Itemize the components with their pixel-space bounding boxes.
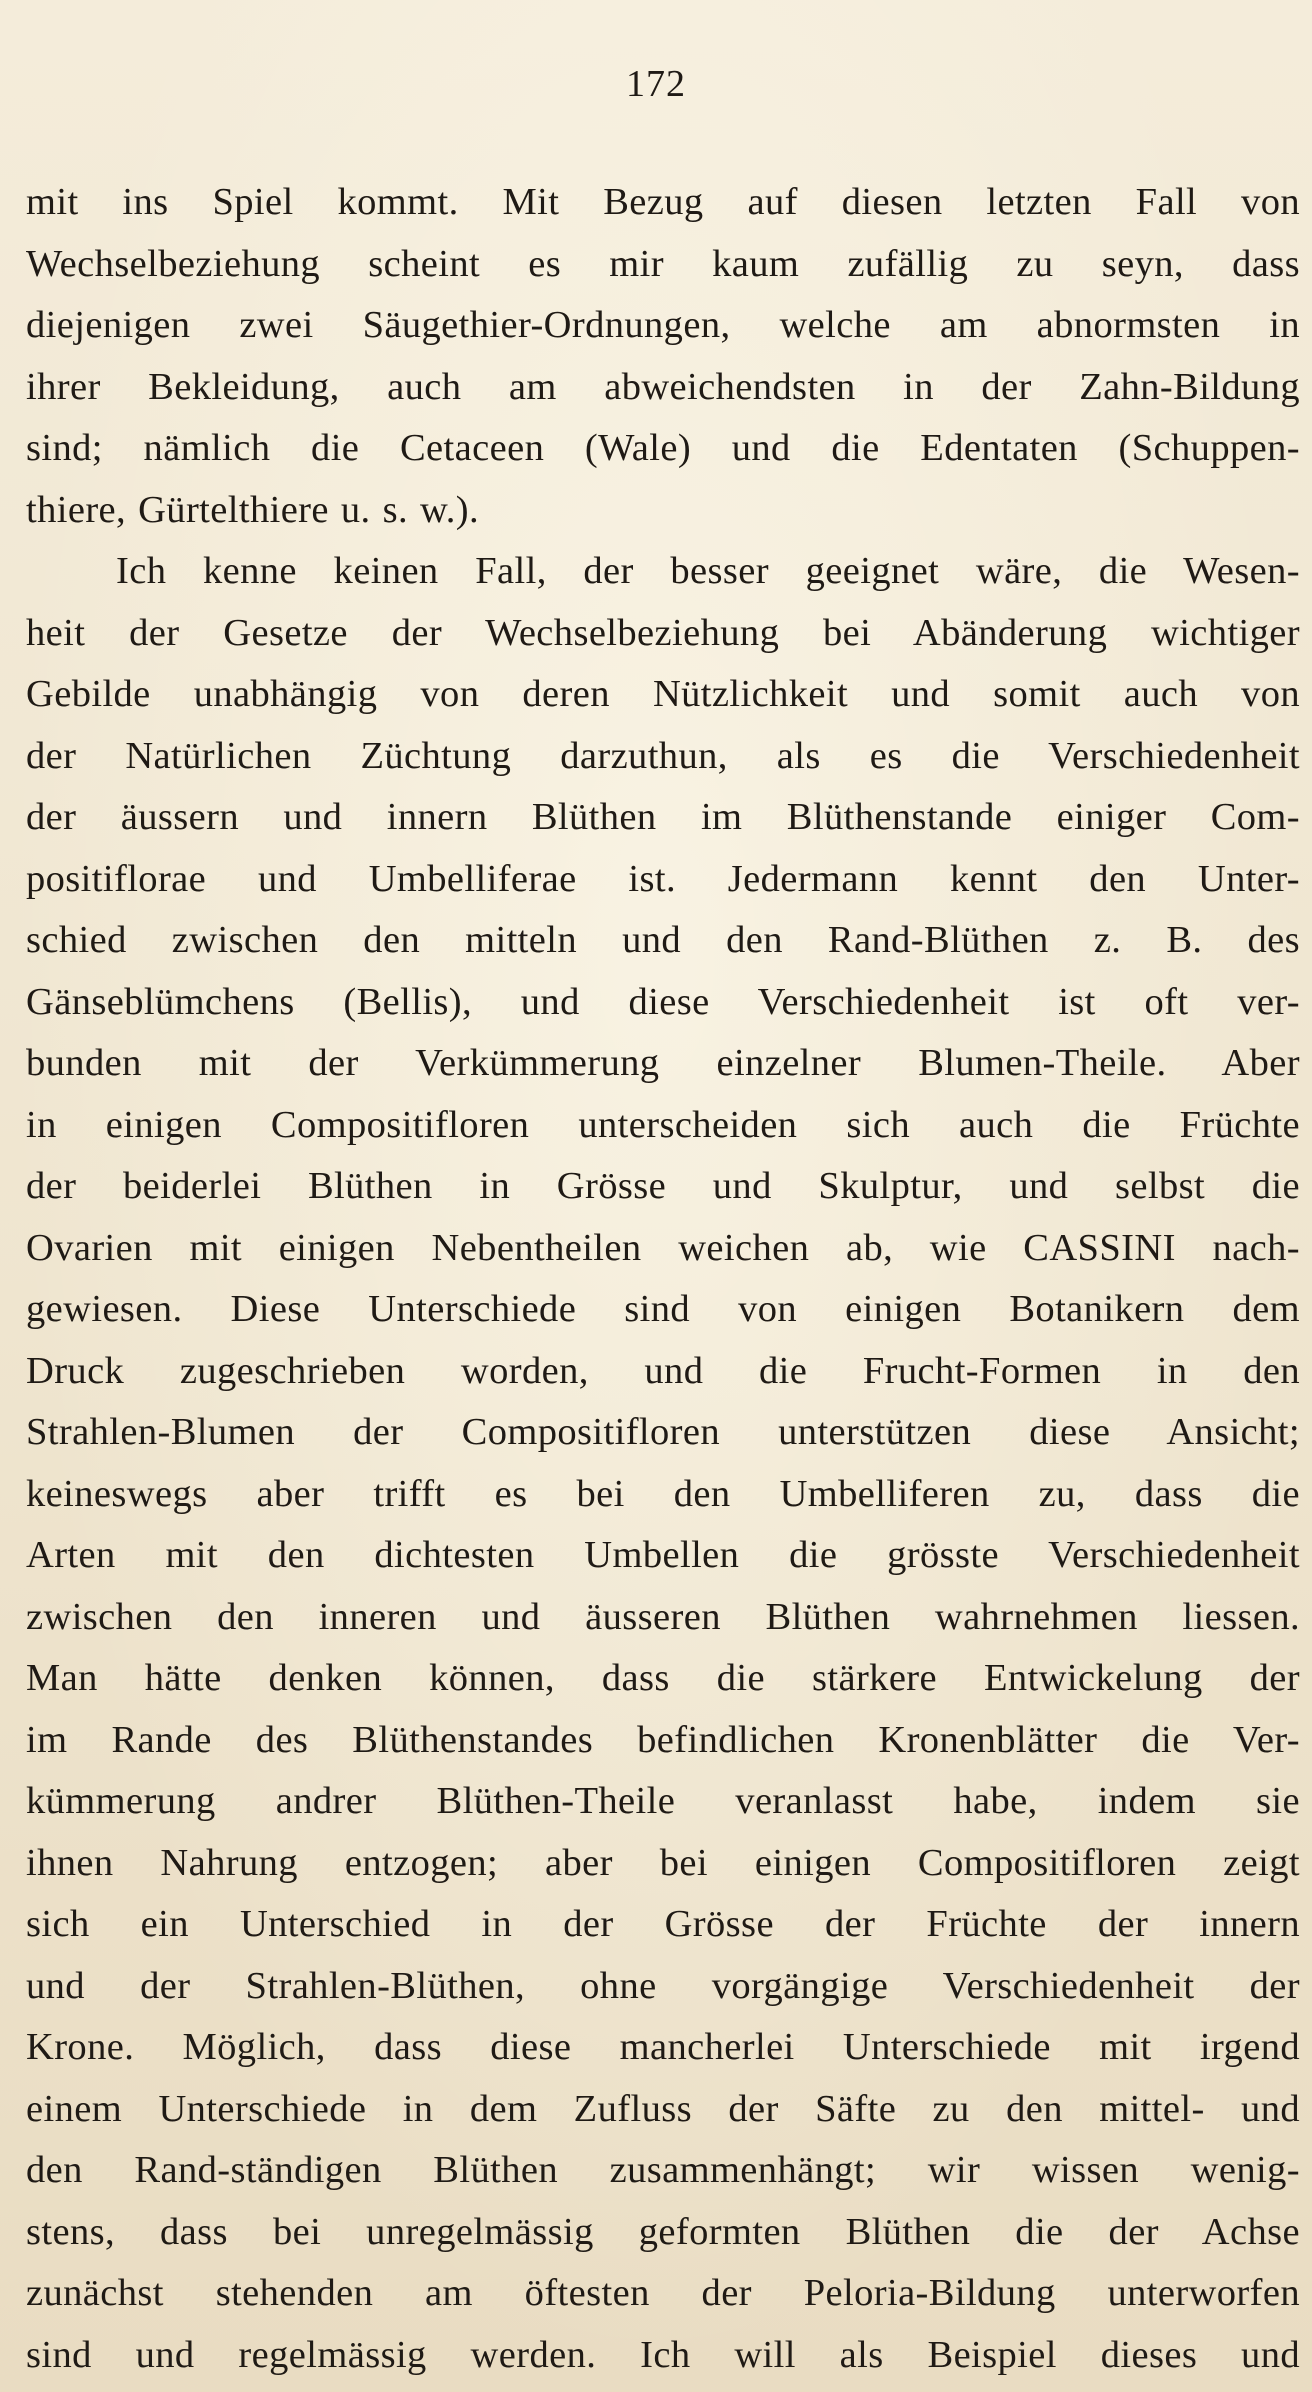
text-line: thiere, Gürtelthiere u. s. w.). — [26, 488, 480, 531]
text-line: gewiesen. Diese Unterschiede sind von einigen Botanikern dem — [26, 1288, 1300, 1330]
text-line: Druck zugeschrieben worden, und die Frucht-Formen in den — [26, 1349, 1300, 1392]
text-line: schied zwischen den mitteln und den Rand-Blüthen z. B. des — [26, 919, 1300, 961]
text-line: im Rande des Blüthenstandes befindlichen Kronenblätter die Ver- — [26, 1718, 1300, 1761]
text-line: den Rand-ständigen Blüthen zusammenhängt; wir wissen wenig- — [26, 2149, 1300, 2191]
text-line: sich ein Unterschied in der Grösse der Früchte der innern — [26, 1903, 1300, 1945]
text-line: einem Unterschiede in dem Zufluss der Säfte zu den mittel- und — [26, 2087, 1300, 2130]
text-line: diejenigen zwei Säugethier-Ordnungen, welche am abnormsten in — [26, 304, 1300, 346]
text-line: Ovarien mit einigen Nebentheilen weichen ab, wie CASSINI nach- — [26, 1226, 1300, 1269]
text-line: stens, dass bei unregelmässig geformten Blüthen die der Achse — [26, 2210, 1300, 2253]
text-line: Wechselbeziehung scheint es mir kaum zufällig zu seyn, dass — [26, 242, 1300, 285]
text-line: zwischen den inneren und äusseren Blüthen wahrnehmen liessen. — [26, 1595, 1300, 1638]
text-line: Strahlen-Blumen der Compositifloren unterstützen diese Ansicht; — [26, 1411, 1300, 1453]
text-line: sind und regelmässig werden. Ich will als Beispiel dieses und — [26, 2333, 1300, 2376]
text-line: sind; nämlich die Cetaceen (Wale) und die Edentaten (Schuppen- — [26, 427, 1300, 469]
text-line: Gebilde unabhängig von deren Nützlichkeit und somit auch von — [26, 673, 1300, 715]
text-line: Gänseblümchens (Bellis), und diese Verschiedenheit ist oft ver- — [26, 980, 1300, 1023]
text-line: und der Strahlen-Blüthen, ohne vorgängige Verschiedenheit der — [26, 1964, 1300, 2007]
text-line: heit der Gesetze der Wechselbeziehung bei Abänderung wichtiger — [26, 611, 1300, 654]
text-line: der beiderlei Blüthen in Grösse und Skulptur, und selbst die — [26, 1165, 1300, 1207]
text-line: zunächst stehenden am öftesten der Peloria-Bildung unterworfen — [26, 2272, 1300, 2314]
text-line: der äussern und innern Blüthen im Blüthenstande einiger Com- — [26, 796, 1300, 838]
text-line: Krone. Möglich, dass diese mancherlei Unterschiede mit irgend — [26, 2026, 1300, 2068]
text-line: bunden mit der Verkümmerung einzelner Blumen-Theile. Aber — [26, 1042, 1300, 1084]
text-line: Arten mit den dichtesten Umbellen die grösste Verschiedenheit — [26, 1534, 1300, 1576]
text-line: ihrer Bekleidung, auch am abweichendsten in der Zahn-Bildung — [26, 365, 1300, 408]
text-line: mit ins Spiel kommt. Mit Bezug auf diesen letzten Fall von — [26, 181, 1300, 223]
text-line: kümmerung andrer Blüthen-Theile veranlasst habe, indem sie — [26, 1780, 1300, 1822]
page-number: 172 — [626, 63, 686, 105]
text-line: Ich kenne keinen Fall, der besser geeignet wäre, die Wesen- — [116, 550, 1300, 592]
text-line: der Natürlichen Züchtung darzuthun, als es die Verschiedenheit — [26, 734, 1300, 777]
text-line: ihnen Nahrung entzogen; aber bei einigen Compositifloren zeigt — [26, 1841, 1300, 1884]
text-line: in einigen Compositifloren unterscheiden sich auch die Früchte — [26, 1103, 1300, 1146]
text-line: positiflorae und Umbelliferae ist. Jedermann kennt den Unter- — [26, 857, 1300, 900]
text-line: keineswegs aber trifft es bei den Umbelliferen zu, dass die — [26, 1472, 1300, 1515]
text-line: Man hätte denken können, dass die stärkere Entwickelung der — [26, 1657, 1300, 1699]
body-text — [26, 172, 1300, 2386]
